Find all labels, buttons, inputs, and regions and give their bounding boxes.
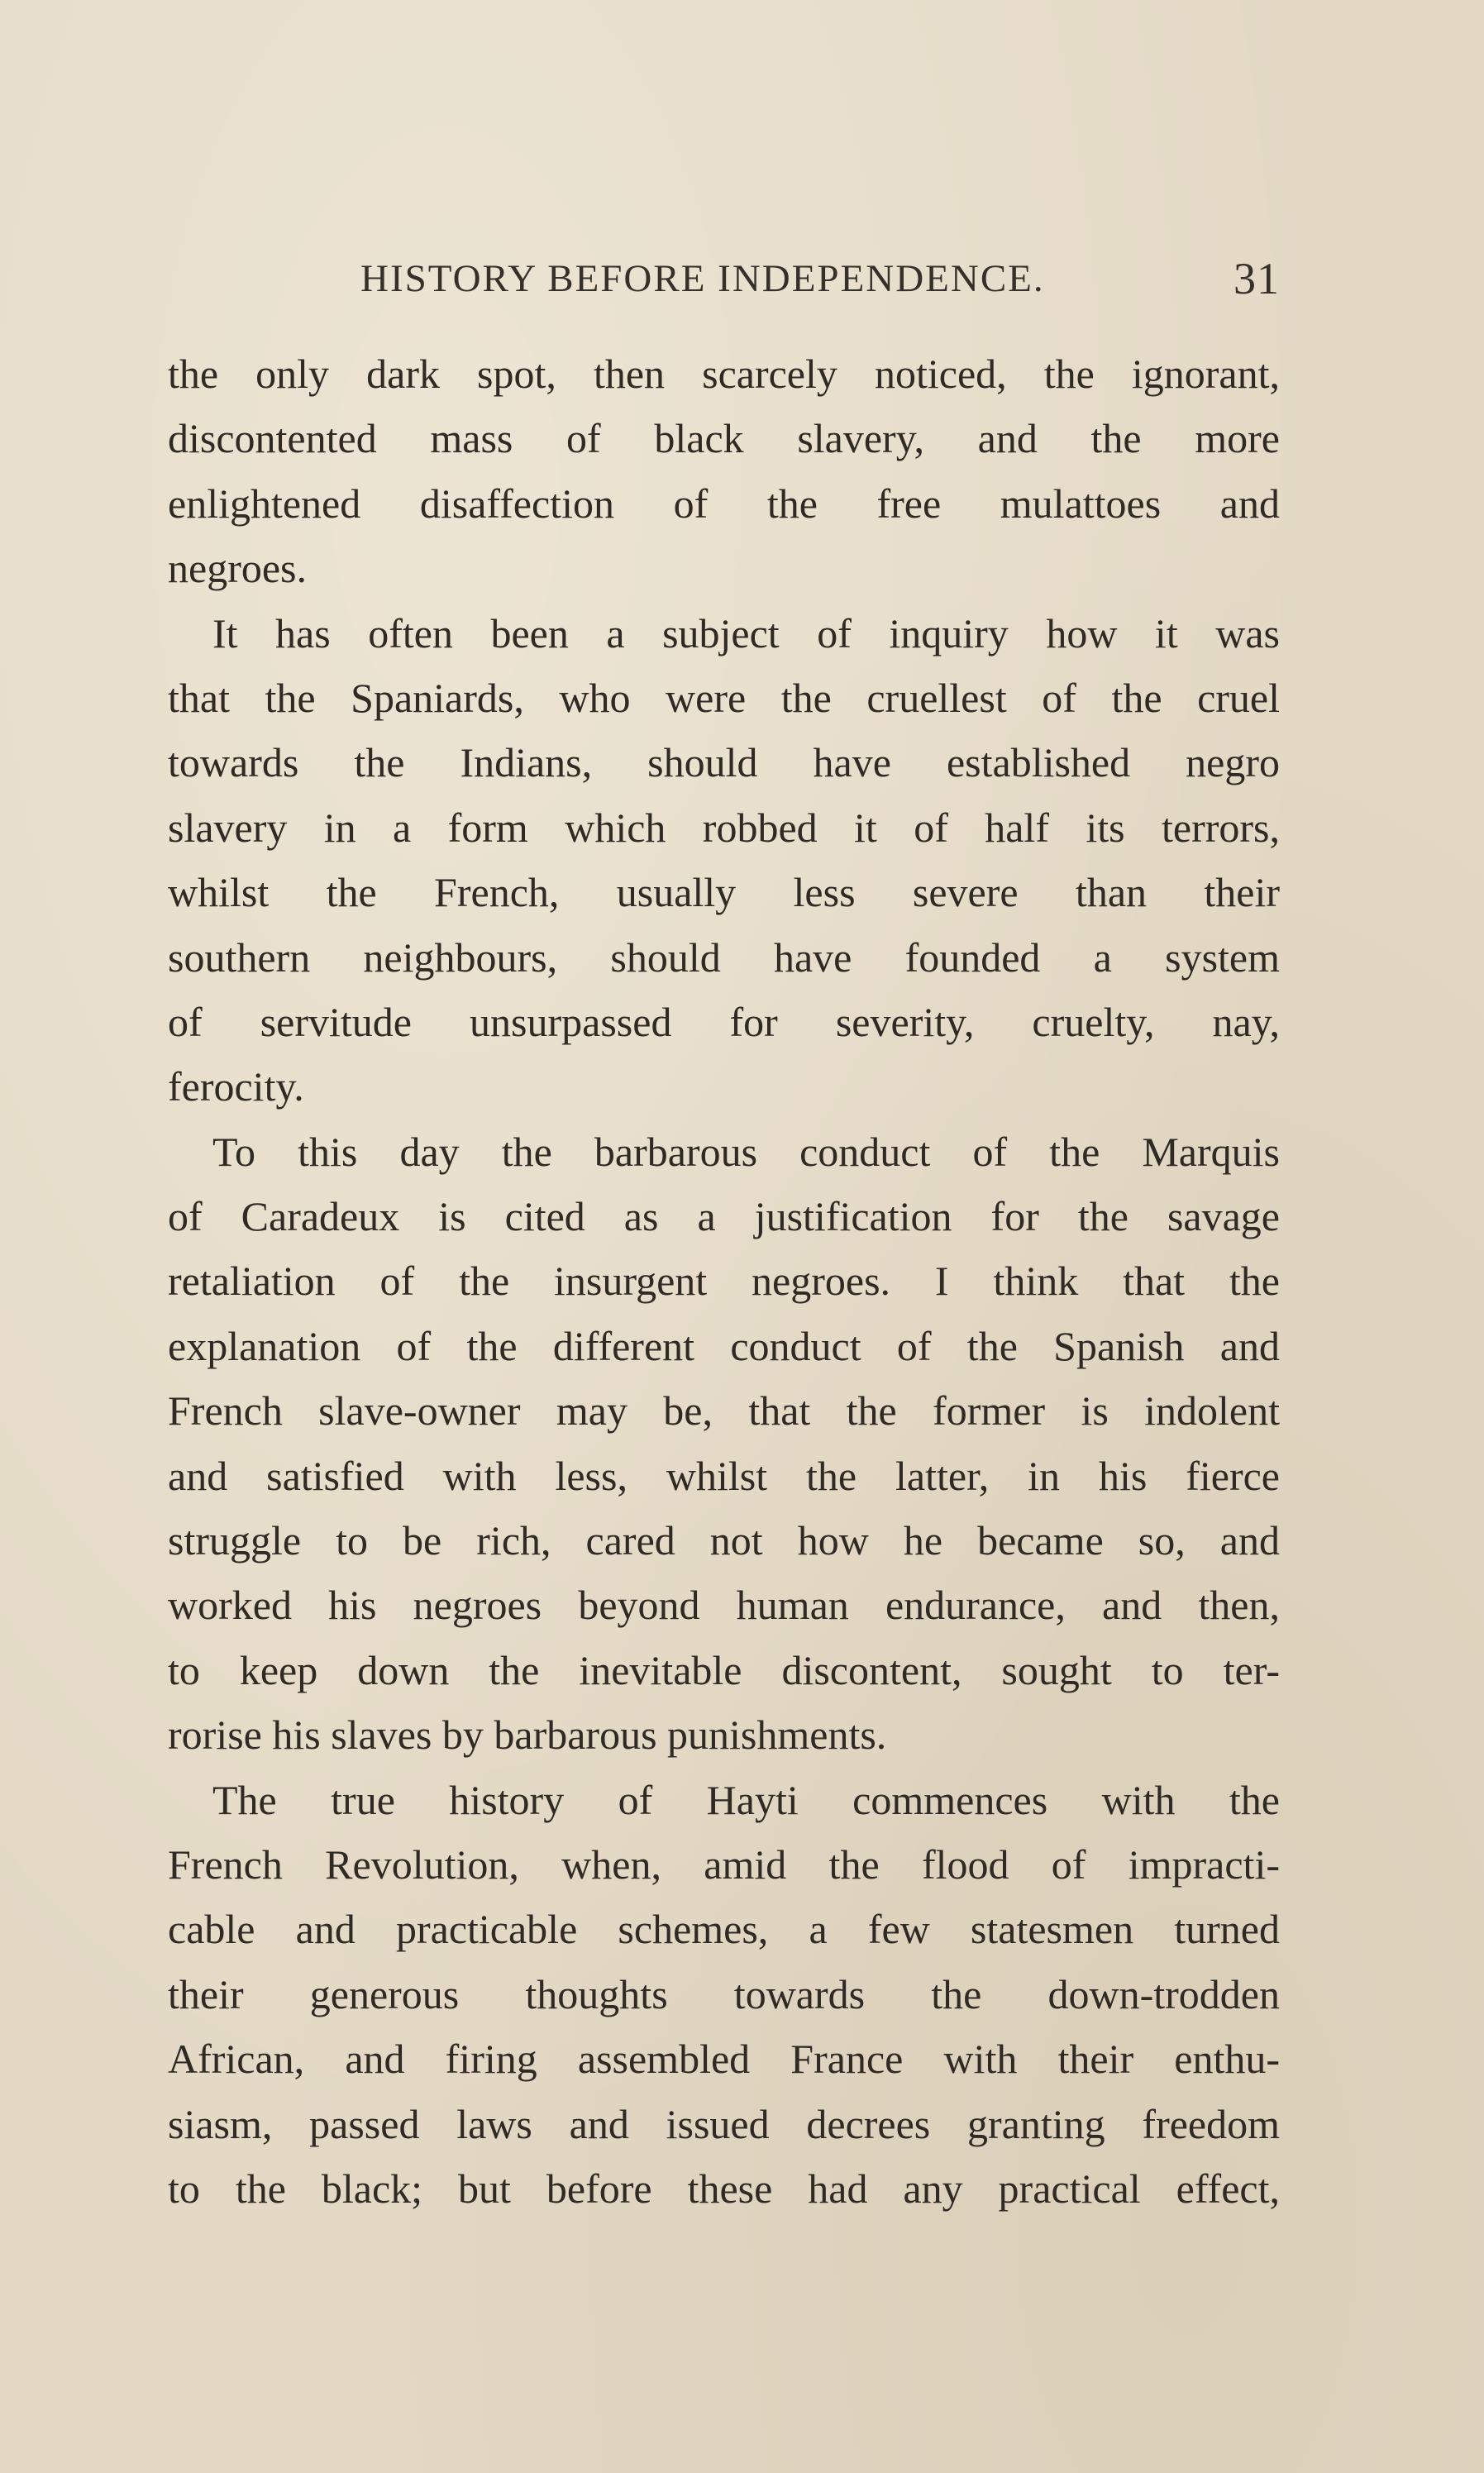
- text-line: towards the Indians, should have established negro: [168, 739, 1280, 786]
- text-line: ferocity.: [168, 1063, 304, 1110]
- text-line: discontented mass of black slavery, and the more: [168, 415, 1280, 462]
- text-line: African, and firing assembled France with their enthu-: [168, 2036, 1280, 2083]
- text-line: that the Spaniards, who were the cruellest of the cruel: [168, 674, 1280, 721]
- page-number: 31: [1233, 254, 1280, 303]
- text-line: their generous thoughts towards the down-trodden: [168, 1970, 1280, 2017]
- text-line: retaliation of the insurgent negroes. I think that the: [168, 1258, 1280, 1305]
- text-line: French slave-owner may be, that the former is indolent: [168, 1387, 1280, 1435]
- text-line: and satisfied with less, whilst the latter, in his fierce: [168, 1452, 1280, 1499]
- page-header: [360, 248, 1280, 314]
- text-line: To this day the barbarous conduct of the Marquis: [212, 1128, 1280, 1175]
- text-line: slavery in a form which robbed it of half its terrors,: [168, 804, 1280, 851]
- text-line: to the black; but before these had any practical effect,: [168, 2165, 1280, 2212]
- text-line: worked his negroes beyond human endurance, and then,: [168, 1582, 1280, 1629]
- text-line: It has often been a subject of inquiry how it was: [212, 609, 1280, 656]
- text-line: the only dark spot, then scarcely noticed, the ignorant,: [168, 351, 1280, 397]
- text-line: enlightened disaffection of the free mulattoes and: [168, 480, 1280, 527]
- body-text: [168, 341, 1280, 2221]
- text-line: rorise his slaves by barbarous punishments.: [168, 1712, 887, 1759]
- text-line: cable and practicable schemes, a few statesmen turned: [168, 1906, 1280, 1953]
- text-line: explanation of the different conduct of the Spanish and: [168, 1322, 1280, 1369]
- text-line: of Caradeux is cited as a justification for the savage: [168, 1193, 1280, 1240]
- text-line: negroes.: [168, 545, 307, 592]
- text-line: French Revolution, when, amid the flood of impracti-: [168, 1840, 1280, 1888]
- text-line: The true history of Hayti commences with the: [212, 1776, 1280, 1823]
- text-line: to keep down the inevitable discontent, sought to ter-: [168, 1646, 1280, 1693]
- text-line: whilst the French, usually less severe than their: [168, 869, 1280, 916]
- text-line: siasm, passed laws and issued decrees granting freedom: [168, 2100, 1280, 2147]
- running-head: HISTORY BEFORE INDEPENDENCE.: [360, 257, 1045, 300]
- text-line: struggle to be rich, cared not how he became so, and: [168, 1517, 1280, 1564]
- text-line: of servitude unsurpassed for severity, cruelty, nay,: [168, 998, 1280, 1045]
- text-line: southern neighbours, should have founded a system: [168, 933, 1280, 981]
